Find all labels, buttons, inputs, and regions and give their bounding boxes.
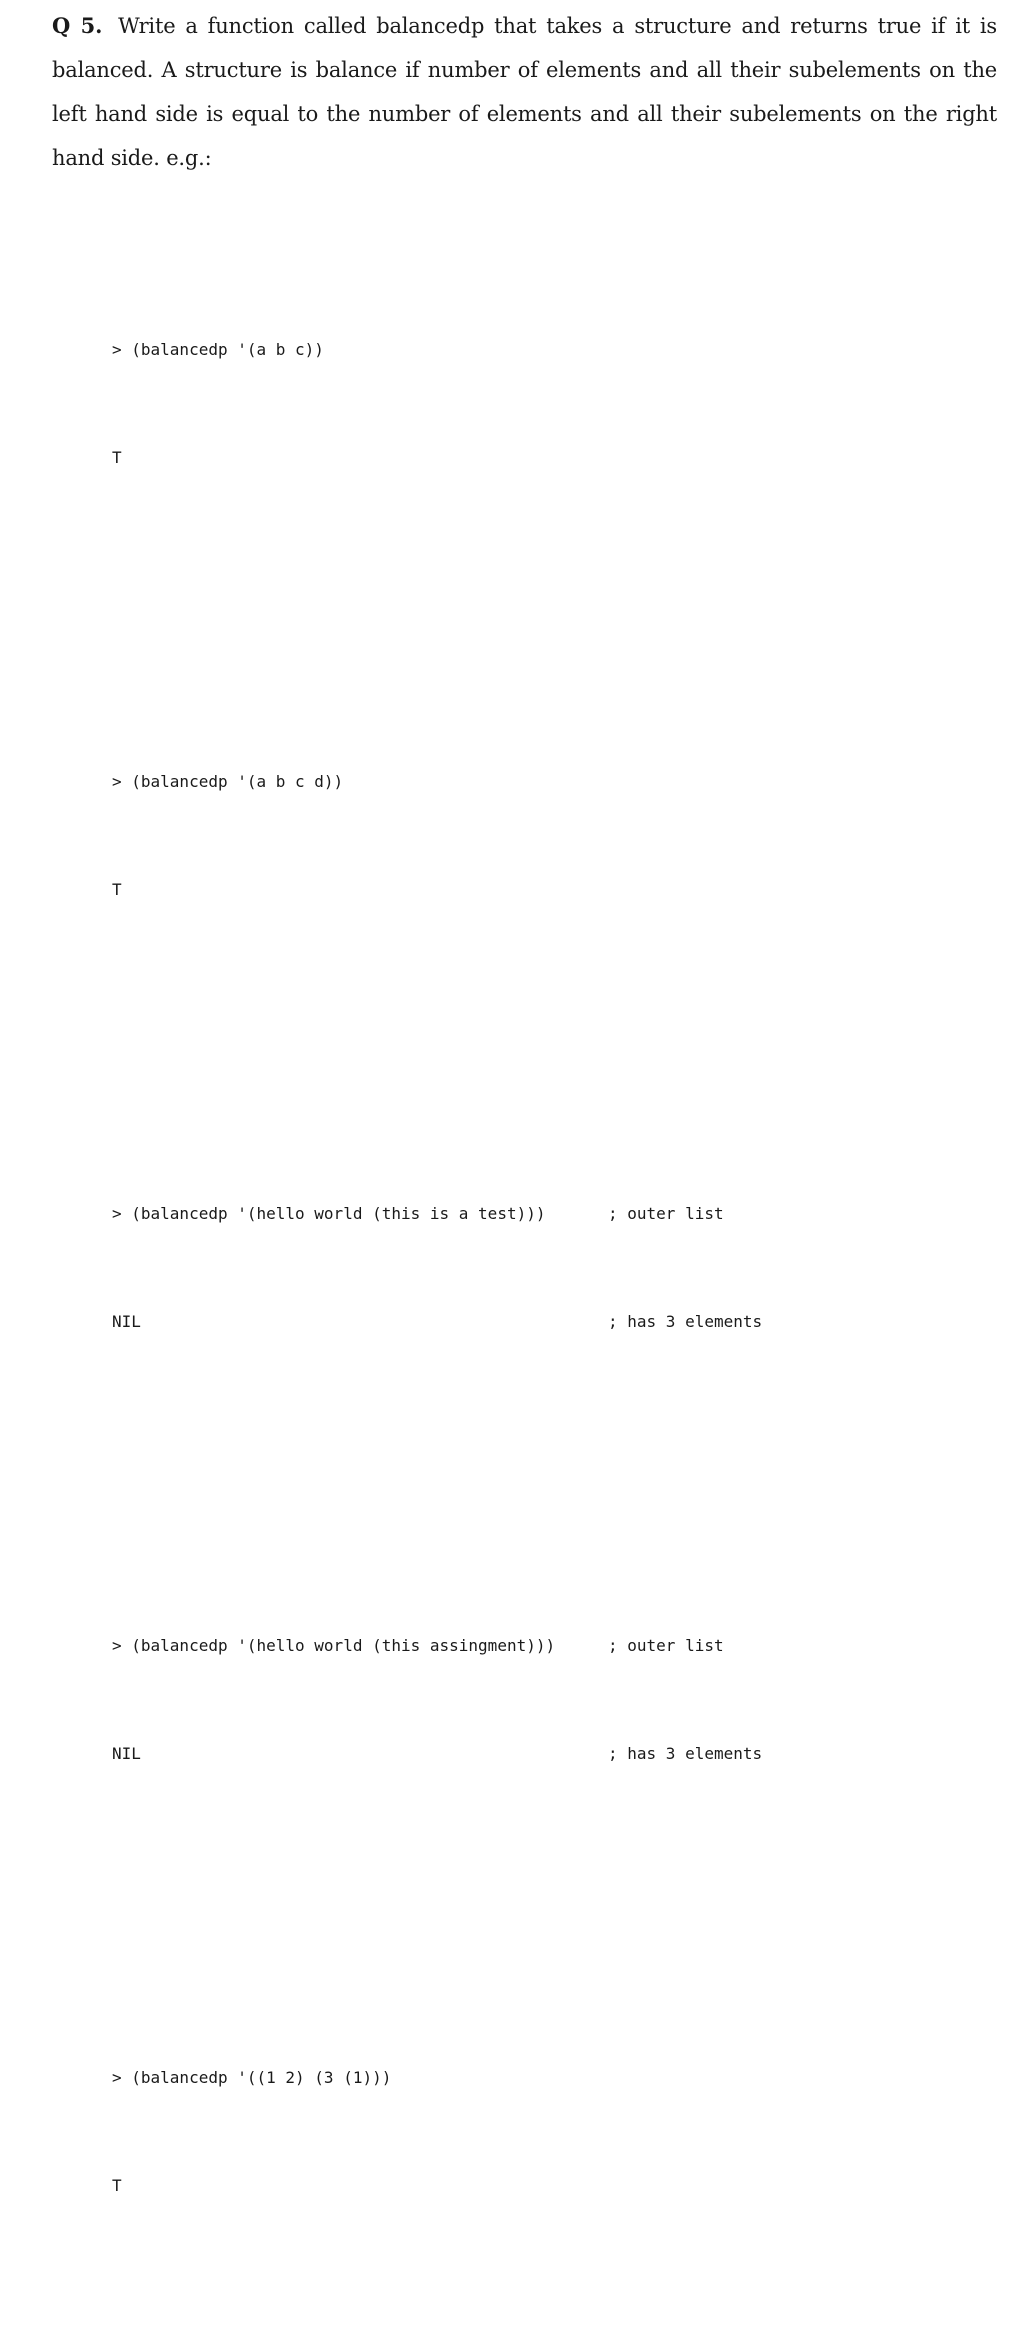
example-1: [112, 260, 912, 548]
example-comment: ; has 3 elements: [608, 1744, 763, 1763]
example-comment: ; outer list: [608, 1204, 724, 1223]
example-command: > (balancedp '((1 2) (3 (1))): [112, 2068, 392, 2087]
example-result: T: [112, 448, 122, 467]
question-number: Q 5.: [52, 13, 103, 38]
code-examples: [112, 188, 912, 2348]
example-command: > (balancedp '(a b c)): [112, 340, 324, 359]
example-result: NIL: [112, 1312, 141, 1331]
example-2: [112, 692, 912, 980]
example-comment: ; outer list: [608, 1636, 724, 1655]
example-5: [112, 1988, 912, 2276]
example-4: [112, 1556, 912, 1844]
example-result: T: [112, 2176, 122, 2195]
example-comment: ; has 3 elements: [608, 1312, 763, 1331]
question-text: Write a function called balancedp that takes a structure and returns true if it is balanced. A structure is balance if number of elements and all their subelements on the left hand side is equal to the number of elements and all their subelements on the right hand side. e.g.:: [52, 14, 997, 170]
example-command: > (balancedp '(a b c d)): [112, 772, 344, 791]
example-command: > (balancedp '(hello world (this assingment))): [112, 1636, 556, 1655]
example-command: > (balancedp '(hello world (this is a test))): [112, 1204, 546, 1223]
example-result: T: [112, 880, 122, 899]
example-3: [112, 1124, 912, 1412]
question-paragraph: [52, 4, 997, 180]
example-result: NIL: [112, 1744, 141, 1763]
